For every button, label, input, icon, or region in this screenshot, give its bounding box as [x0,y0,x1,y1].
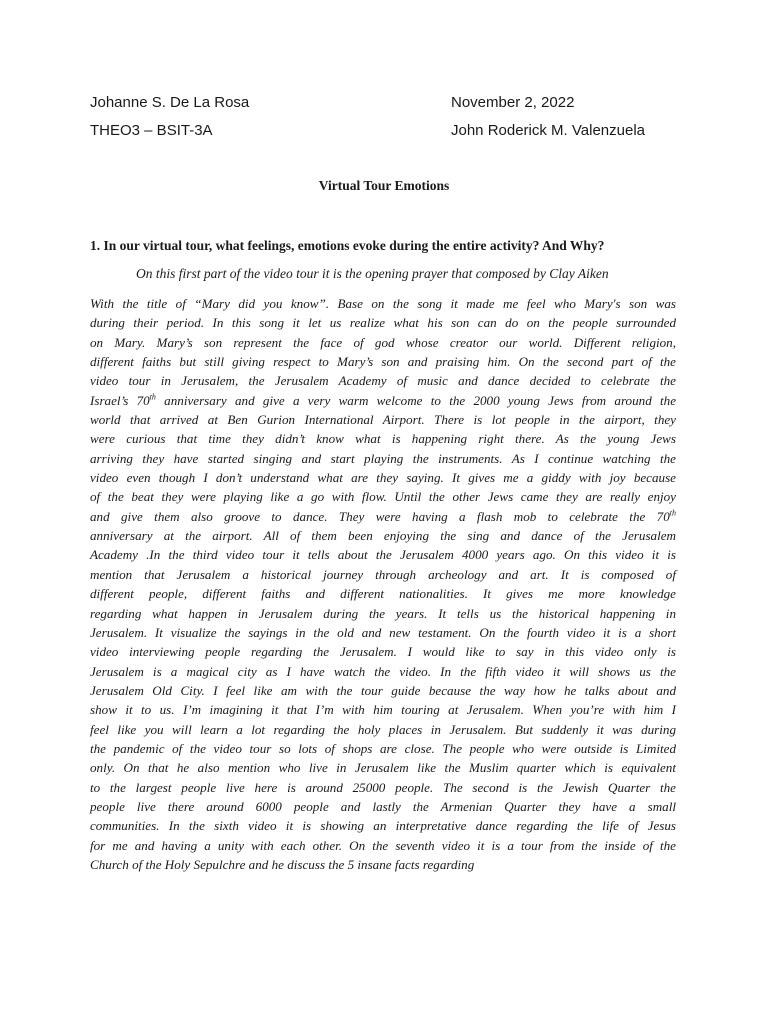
question-heading: 1. In our virtual tour, what feelings, emotions evoke during the entire activity? And Why? [90,238,605,253]
body-line: Israel’s 70th anniversary and give a very warm welcome to the 2000 young Jews from around the [90,392,677,408]
essay-body [90,294,676,874]
body-line: anniversary at the airport. All of them been enjoying the sing and dance of the Jerusalem [90,528,676,544]
body-line: of the beat they were playing like a go with flow. Until the other Jews came they are really enjoy [90,489,676,505]
body-line: With the title of “Mary did you know”. Base on the song it made me feel who Mary's son was [90,296,676,311]
body-line: feel like you will learn a lot regarding the holy places in Jerusalem. But suddenly it was during [90,721,676,737]
body-line: Jerusalem is a magical city as I have watch the video. In the fifth video it will shows us the [90,663,676,679]
document-title: Virtual Tour Emotions [318,178,450,193]
body-line: communities. In the sixth video it is showing an interpretative dance regarding the life of Jesus [90,818,676,834]
body-line: during their period. In this song it let us realize what his son can do on the people surrounded [90,315,676,331]
body-line: different people, different faiths and different nationalities. It gives me more knowledge [90,586,676,602]
body-line: Jerusalem. It visualize the sayings in the old and new testament. On the fourth video it is a short [90,624,676,640]
body-line: people live there around 6000 people and lastly the Armenian Quarter they have a small [90,798,676,814]
body-line: regarding what happen in Jerusalem during the years. It tells us the historical happening in [90,605,676,621]
body-line: Jerusalem Old City. I feel like am with the tour guide because the way how he talks about and [90,682,676,698]
course-section: THEO3 – BSIT-3A [90,122,213,139]
body-line: Academy .In the third video tour it tells about the Jerusalem 4000 years ago. On this video it is [90,547,676,563]
instructor-name: John Roderick M. Valenzuela [451,122,645,139]
body-line: to the largest people live here is around 25000 people. The second is the Jewish Quarter the [90,779,676,795]
body-line: were curious that time they didn’t know what is happening right there. As the young Jews [90,431,676,447]
intro-line: On this first part of the video tour it is the opening prayer that composed by Clay Aiken [136,266,609,281]
body-line: only. On that he also mention who live in Jerusalem like the Muslim quarter which is equivalent [90,760,676,776]
submission-date: November 2, 2022 [451,94,575,111]
body-line: different faiths but still giving respect to Mary’s son and praising him. On the second part of the [90,354,676,370]
student-name: Johanne S. De La Rosa [90,94,250,111]
body-line: for me and having a unity with each other. On the seventh video it is a tour from the inside of the [90,837,676,853]
body-line: arriving they have started singing and start playing the instruments. As I continue watching the [90,450,676,466]
body-line: on Mary. Mary’s son represent the face of god whose creator our world. Different religion, [90,334,676,350]
body-line: mention that Jerusalem a historical journey through archeology and art. It is composed of [90,566,676,582]
body-line: video tour in Jerusalem, the Jerusalem Academy of music and dance decided to celebrate the [90,373,676,389]
body-line: world that arrived at Ben Gurion International Airport. There is lot people in the airport, they [90,412,676,428]
body-line: and give them also groove to dance. They were having a flash mob to celebrate the 70th [90,508,676,524]
body-line: Church of the Holy Sepulchre and he discuss the 5 insane facts regarding [90,856,475,872]
body-line: the pandemic of the video tour so lots of shops are close. The people who were outside is Limited [90,740,676,756]
body-line: show it to us. I’m imagining it that I’m with him touring at Jerusalem. When you’re with him I [90,702,676,718]
body-line: video interviewing people regarding the Jerusalem. I would like to say in this video only is [90,644,676,660]
body-line: video even though I don’t understand what are they saying. It gives me a giddy with joy because [90,470,676,486]
